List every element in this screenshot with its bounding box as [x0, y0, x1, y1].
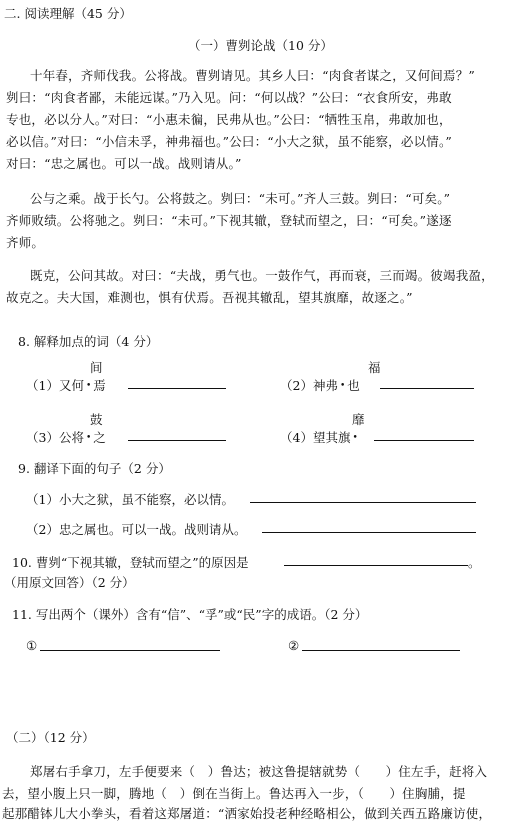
p1-line: 必以信。”对曰：“小信未孚，神弗福也。”公曰：“小大之狱，虽不能察，必以情。”: [6, 134, 453, 149]
p1-line: 专也，必以分人。”对曰：“小惠未徧，民弗从也。”公曰：“牺牲玉帛，弗敢加也，: [6, 112, 452, 127]
p1-line: 刿曰：“肉食者鄙，未能远谋。”乃入见。问：“何以战？”公曰：“衣食所安，弗敢: [6, 90, 452, 105]
p3-line: 故克之。夫大国，难测也，惧有伏焉。吾视其辙乱，望其旗靡，故逐之。”: [6, 290, 413, 305]
q8-dotted-char: 福: [368, 360, 381, 375]
q8-item-text: （4）望其旗 •: [280, 430, 358, 445]
q8-answer-blank[interactable]: [380, 376, 474, 389]
q10-question: 10. 曹刿“下视其辙，登轼而望之”的原因是: [12, 555, 249, 570]
p1-line: 十年春，齐师伐我。公将战。曹刿请见。其乡人曰：“肉食者谋之，又何间焉？”: [30, 68, 475, 83]
p2-line: 齐师败绩。公将驰之。刿曰：“未可。”下视其辙，登轼而望之，曰：“可矣。”遂逐: [6, 213, 452, 228]
q8-item-text: （2）神弗 • 也: [280, 378, 360, 393]
q10-answer-blank[interactable]: [284, 553, 468, 566]
passage2-heading: （二）（12 分）: [6, 730, 95, 745]
section-heading: 二. 阅读理解（45 分）: [4, 6, 132, 21]
q8-heading: 8. 解释加点的词（4 分）: [18, 334, 159, 349]
q8-dotted-char: 靡: [352, 412, 365, 427]
q8-answer-blank[interactable]: [128, 376, 226, 389]
q10-note: （用原文回答）（2 分）: [4, 575, 135, 590]
q8-dotted-char: 间: [90, 360, 103, 375]
q11-question: 11. 写出两个（课外）含有“信”、“孚”或“民”字的成语。（2 分）: [12, 607, 368, 622]
q11-answer-blank-1[interactable]: [40, 638, 220, 651]
q8-answer-blank[interactable]: [128, 428, 226, 441]
passage1-title: （一）曹刿论战（10 分）: [188, 38, 333, 53]
q11-marker-2: ②: [288, 638, 300, 653]
passage2-line: 起那醋钵儿大小拳头，看着这郑屠道：“洒家始投老种经略相公，做到关西五路廉访使，: [2, 806, 492, 821]
q11-answer-blank-2[interactable]: [302, 638, 460, 651]
q9-sentence-2: （2）忠之属也。可以一战。战则请从。: [26, 522, 247, 537]
q9-answer-blank-1[interactable]: [250, 490, 476, 503]
q9-answer-blank-2[interactable]: [262, 520, 476, 533]
p2-line: 齐师。: [6, 235, 45, 250]
q11-marker-1: ①: [26, 638, 38, 653]
q8-item-text: （3）公将 • 之: [26, 430, 106, 445]
passage2-line: 郑屠右手拿刀，左手便要来（ ）鲁达；被这鲁提辖就势（ ）住左手，赶将入: [30, 764, 488, 779]
q8-dotted-char: 鼓: [90, 412, 103, 427]
p1-line: 对曰：“忠之属也。可以一战。战则请从。”: [6, 156, 242, 171]
q9-heading: 9. 翻译下面的句子（2 分）: [18, 461, 171, 476]
q8-item-text: （1）又何 • 焉: [26, 378, 106, 393]
p2-line: 公与之乘。战于长勺。公将鼓之。刿曰：“未可。”齐人三鼓。刿曰：“可矣。”: [30, 191, 451, 206]
q10-period: 。: [468, 555, 481, 570]
q8-answer-blank[interactable]: [374, 428, 474, 441]
passage2-line: 去，望小腹上只一脚，腾地（ ）倒在当街上。鲁达再入一步，（ ）住胸脯，提: [2, 786, 466, 801]
p3-line: 既克，公问其故。对曰：“夫战，勇气也。一鼓作气，再而衰，三而竭。彼竭我盈，: [30, 268, 494, 283]
q9-sentence-1: （1）小大之狱，虽不能察，必以情。: [26, 492, 234, 507]
